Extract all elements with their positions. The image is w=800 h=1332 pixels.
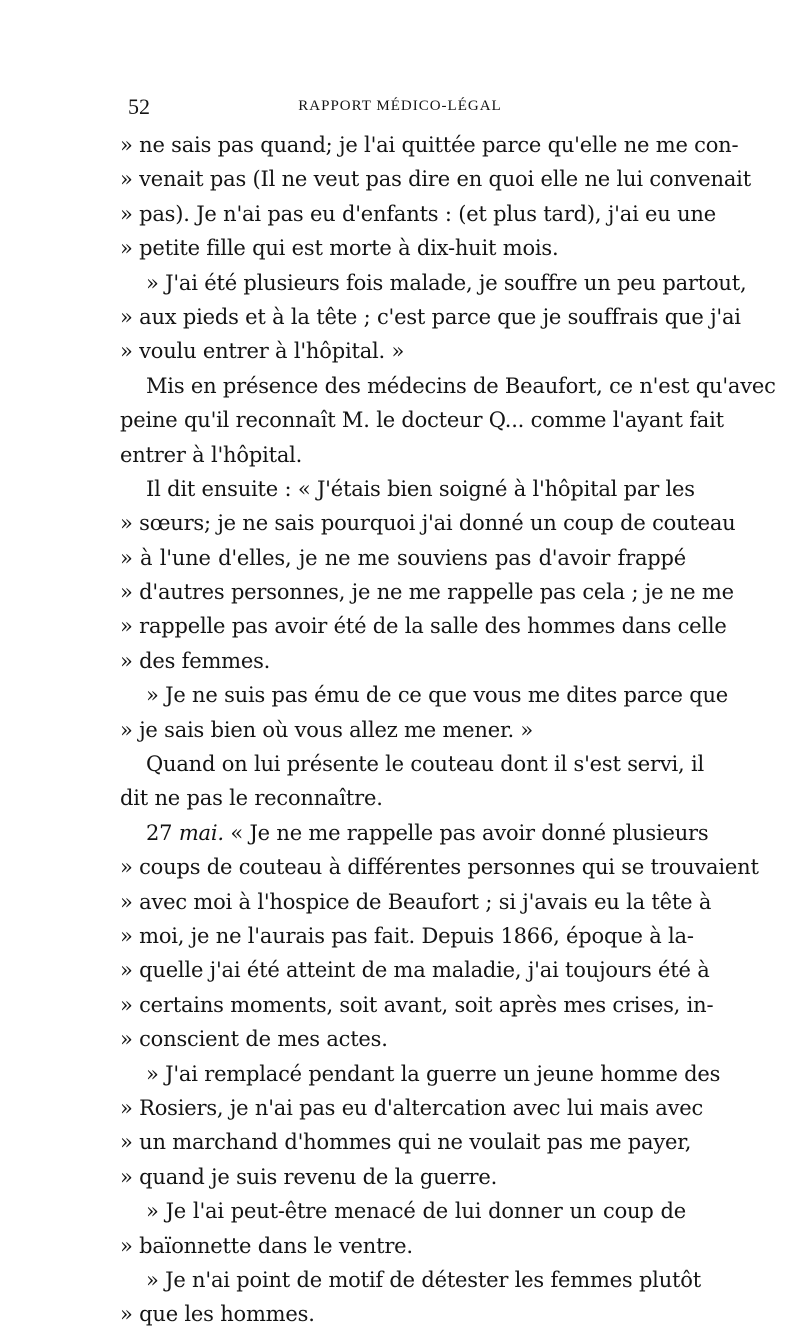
- text-line: » quand je suis revenu de la guerre.: [120, 1164, 498, 1189]
- page-header: [120, 94, 680, 120]
- text-line: » avec moi à l'hospice de Beaufort ; si j'avais eu la tête à: [120, 889, 712, 914]
- text-line: Il dit ensuite : « J'étais bien soigné à l'hôpital par les: [146, 476, 695, 501]
- text-line: » un marchand d'hommes qui ne voulait pas me payer,: [120, 1130, 692, 1155]
- text-line: » conscient de mes actes.: [120, 1027, 388, 1052]
- text-line: » sœurs; je ne sais pourquoi j'ai donné un coup de couteau: [120, 511, 736, 536]
- text-line: dit ne pas le reconnaître.: [120, 786, 383, 811]
- text-line: entrer à l'hôpital.: [120, 442, 303, 467]
- page-number: 52: [128, 94, 150, 119]
- text-line: » à l'une d'elles, je ne me souviens pas d'avoir frappé: [120, 545, 686, 570]
- text-line: » venait pas (Il ne veut pas dire en quoi elle ne lui convenait: [120, 167, 751, 192]
- text-line: » des femmes.: [120, 648, 271, 673]
- text-line: » Rosiers, je n'ai pas eu d'altercation avec lui mais avec: [120, 1095, 704, 1120]
- text-line: » certains moments, soit avant, soit après mes crises, in-: [120, 992, 714, 1017]
- text-line: » quelle j'ai été atteint de ma maladie, j'ai toujours été à: [120, 958, 710, 983]
- text-line: » baïonnette dans le ventre.: [120, 1233, 413, 1258]
- body-text: [120, 128, 776, 1332]
- text-line: Mis en présence des médecins de Beaufort, ce n'est qu'avec: [146, 373, 776, 398]
- text-line: » rappelle pas avoir été de la salle des hommes dans celle: [120, 614, 727, 639]
- text-line: 27 mai. « Je ne me rappelle pas avoir donné plusieurs: [146, 820, 709, 845]
- text-line: » petite fille qui est morte à dix-huit mois.: [120, 236, 559, 261]
- text-line: » coups de couteau à différentes personnes qui se trouvaient: [120, 855, 759, 880]
- text-line: » moi, je ne l'aurais pas fait. Depuis 1866, époque à la-: [120, 923, 694, 948]
- text-line: Quand on lui présente le couteau dont il s'est servi, il: [146, 752, 705, 777]
- text-line: » ne sais pas quand; je l'ai quittée parce qu'elle ne me con-: [120, 133, 739, 157]
- text-line: » aux pieds et à la tête ; c'est parce que je souffrais que j'ai: [120, 304, 741, 329]
- text-line: peine qu'il reconnaît M. le docteur Q... comme l'ayant fait: [120, 408, 724, 433]
- italic-date: mai.: [178, 820, 224, 845]
- text-line: » voulu entrer à l'hôpital. »: [120, 339, 405, 364]
- text-line: » pas). Je n'ai pas eu d'enfants : (et plus tard), j'ai eu une: [120, 201, 716, 226]
- text-line: » Je n'ai point de motif de détester les femmes plutôt: [146, 1267, 701, 1292]
- text-line: » Je ne suis pas ému de ce que vous me dites parce que: [146, 683, 729, 708]
- text-line: » que les hommes.: [120, 1302, 315, 1327]
- running-head: RAPPORT MÉDICO-LÉGAL: [298, 98, 502, 114]
- text-line: » d'autres personnes, je ne me rappelle pas cela ; je ne me: [120, 580, 734, 605]
- text-line: » J'ai été plusieurs fois malade, je souffre un peu partout,: [146, 270, 747, 295]
- text-line: » Je l'ai peut-être menacé de lui donner un coup de: [146, 1199, 686, 1224]
- text-line: » je sais bien où vous allez me mener. »: [120, 717, 534, 742]
- text-line: » J'ai remplacé pendant la guerre un jeune homme des: [146, 1061, 721, 1086]
